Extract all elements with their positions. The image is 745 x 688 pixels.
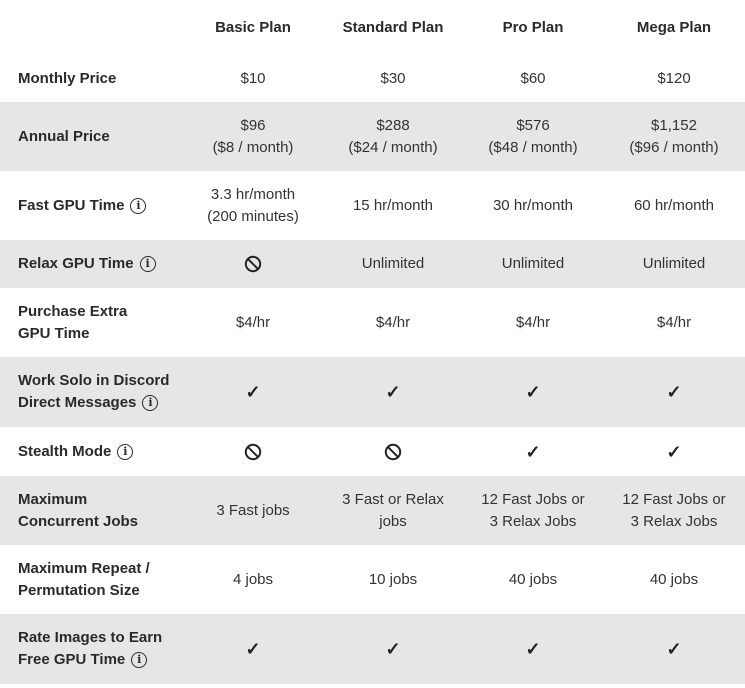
price-per-month: ($8 / month) bbox=[212, 138, 294, 156]
not-available-icon bbox=[244, 255, 262, 273]
row-maximum-repeat-permutation bbox=[0, 545, 745, 614]
value-line: 3 Relax Jobs bbox=[489, 512, 577, 530]
plan-header-standard: Standard Plan bbox=[342, 18, 444, 36]
info-icon[interactable]: i bbox=[131, 652, 147, 668]
check-icon: ✓ bbox=[385, 639, 401, 659]
plan-header-mega: Mega Plan bbox=[636, 18, 712, 36]
value-standard: Unlimited bbox=[361, 255, 425, 272]
row-label-text: Free GPU Time bbox=[18, 651, 126, 668]
row-label-line: GPU Time bbox=[18, 324, 90, 342]
check-icon: ✓ bbox=[525, 441, 541, 462]
row-label bbox=[0, 253, 183, 275]
row-label-text: Fast GPU Time bbox=[18, 196, 125, 214]
value-line: 3.3 hr/month bbox=[210, 185, 296, 203]
row-label-line: Work Solo in Discord bbox=[18, 372, 170, 389]
value-mega: 60 hr/month bbox=[633, 196, 715, 214]
value-mega: 40 jobs bbox=[649, 570, 699, 588]
row-relax-gpu-time bbox=[0, 240, 745, 288]
row-stealth-mode bbox=[0, 427, 745, 476]
header-row bbox=[0, 0, 745, 55]
row-label-line: Rate Images to Earn bbox=[18, 629, 163, 646]
row-label bbox=[0, 558, 183, 602]
price: $576 bbox=[516, 116, 550, 134]
row-label bbox=[0, 195, 183, 217]
row-label: Annual Price bbox=[18, 127, 110, 145]
price: $96 bbox=[240, 116, 266, 134]
info-icon[interactable]: i bbox=[117, 444, 133, 460]
info-icon[interactable]: i bbox=[142, 395, 158, 411]
check-icon: ✓ bbox=[385, 382, 401, 402]
value-pro: 30 hr/month bbox=[492, 196, 574, 214]
row-annual-price bbox=[0, 102, 745, 171]
row-label bbox=[0, 627, 183, 671]
row-monthly-price bbox=[0, 55, 745, 102]
row-label-line bbox=[18, 392, 169, 414]
value-basic: $10 bbox=[240, 69, 266, 87]
value-standard: 10 jobs bbox=[368, 570, 418, 588]
value-mega: $120 bbox=[657, 69, 691, 87]
price: $288 bbox=[376, 116, 410, 134]
value-basic bbox=[183, 443, 323, 461]
row-label: Monthly Price bbox=[18, 69, 117, 87]
value-standard bbox=[323, 489, 463, 533]
value-pro bbox=[463, 115, 603, 159]
value-standard bbox=[323, 115, 463, 159]
check-icon: ✓ bbox=[245, 382, 261, 402]
plan-header-basic: Basic Plan bbox=[215, 18, 291, 36]
value-mega: Unlimited bbox=[642, 255, 706, 272]
value-line: 3 Fast or Relax bbox=[342, 490, 444, 508]
value-basic bbox=[183, 184, 323, 228]
row-label bbox=[0, 441, 183, 463]
row-label-line: Permutation Size bbox=[18, 581, 140, 599]
row-maximum-concurrent-jobs bbox=[0, 476, 745, 545]
value-mega bbox=[603, 489, 745, 533]
row-label-text: Direct Messages bbox=[18, 394, 137, 411]
not-available-icon bbox=[244, 443, 262, 461]
value-standard: 15 hr/month bbox=[352, 196, 434, 214]
row-label bbox=[0, 489, 183, 533]
value-pro: $60 bbox=[520, 69, 546, 87]
plan-header-pro: Pro Plan bbox=[502, 18, 564, 36]
value-basic: 4 jobs bbox=[232, 570, 274, 588]
value-line: jobs bbox=[379, 512, 407, 530]
price-per-month: ($48 / month) bbox=[488, 138, 578, 156]
value-pro: 40 jobs bbox=[508, 570, 558, 588]
value-line: (200 minutes) bbox=[207, 207, 299, 225]
row-fast-gpu-time bbox=[0, 171, 745, 240]
row-label-line bbox=[18, 649, 162, 671]
value-line: 3 Relax Jobs bbox=[630, 512, 718, 530]
value-standard: $4/hr bbox=[375, 313, 411, 331]
not-available-icon bbox=[384, 443, 402, 461]
price-per-month: ($96 / month) bbox=[629, 138, 719, 156]
row-label-line: Concurrent Jobs bbox=[18, 512, 139, 530]
check-icon: ✓ bbox=[245, 639, 261, 659]
row-label-text: Relax GPU Time bbox=[18, 255, 134, 272]
value-mega bbox=[603, 115, 745, 159]
row-label bbox=[0, 370, 183, 414]
row-label bbox=[0, 301, 183, 345]
check-icon: ✓ bbox=[666, 639, 682, 659]
check-icon: ✓ bbox=[525, 382, 541, 402]
value-pro: $4/hr bbox=[515, 313, 551, 331]
value-line: 12 Fast Jobs or bbox=[481, 490, 585, 508]
check-icon: ✓ bbox=[525, 639, 541, 659]
value-basic bbox=[183, 255, 323, 273]
row-label-line: Purchase Extra bbox=[18, 302, 128, 320]
value-standard: $30 bbox=[380, 69, 406, 87]
price-per-month: ($24 / month) bbox=[348, 138, 438, 156]
value-basic: $4/hr bbox=[235, 313, 271, 331]
value-standard bbox=[323, 443, 463, 461]
price: $1,152 bbox=[651, 116, 697, 134]
value-line: 12 Fast Jobs or bbox=[622, 490, 726, 508]
info-icon[interactable]: i bbox=[130, 198, 146, 214]
value-basic bbox=[183, 115, 323, 159]
value-pro: Unlimited bbox=[501, 255, 565, 272]
info-icon[interactable]: i bbox=[140, 256, 156, 272]
value-basic: 3 Fast jobs bbox=[216, 501, 290, 519]
check-icon: ✓ bbox=[666, 441, 682, 462]
row-label-line: Maximum Repeat / bbox=[18, 559, 150, 577]
row-purchase-extra-gpu-time bbox=[0, 288, 745, 357]
row-label-text: Stealth Mode bbox=[18, 442, 112, 460]
value-mega: $4/hr bbox=[656, 313, 692, 331]
row-label-line: Maximum bbox=[18, 490, 88, 508]
value-pro bbox=[463, 489, 603, 533]
row-work-solo bbox=[0, 357, 745, 427]
check-icon: ✓ bbox=[666, 382, 682, 402]
row-rate-images bbox=[0, 614, 745, 684]
